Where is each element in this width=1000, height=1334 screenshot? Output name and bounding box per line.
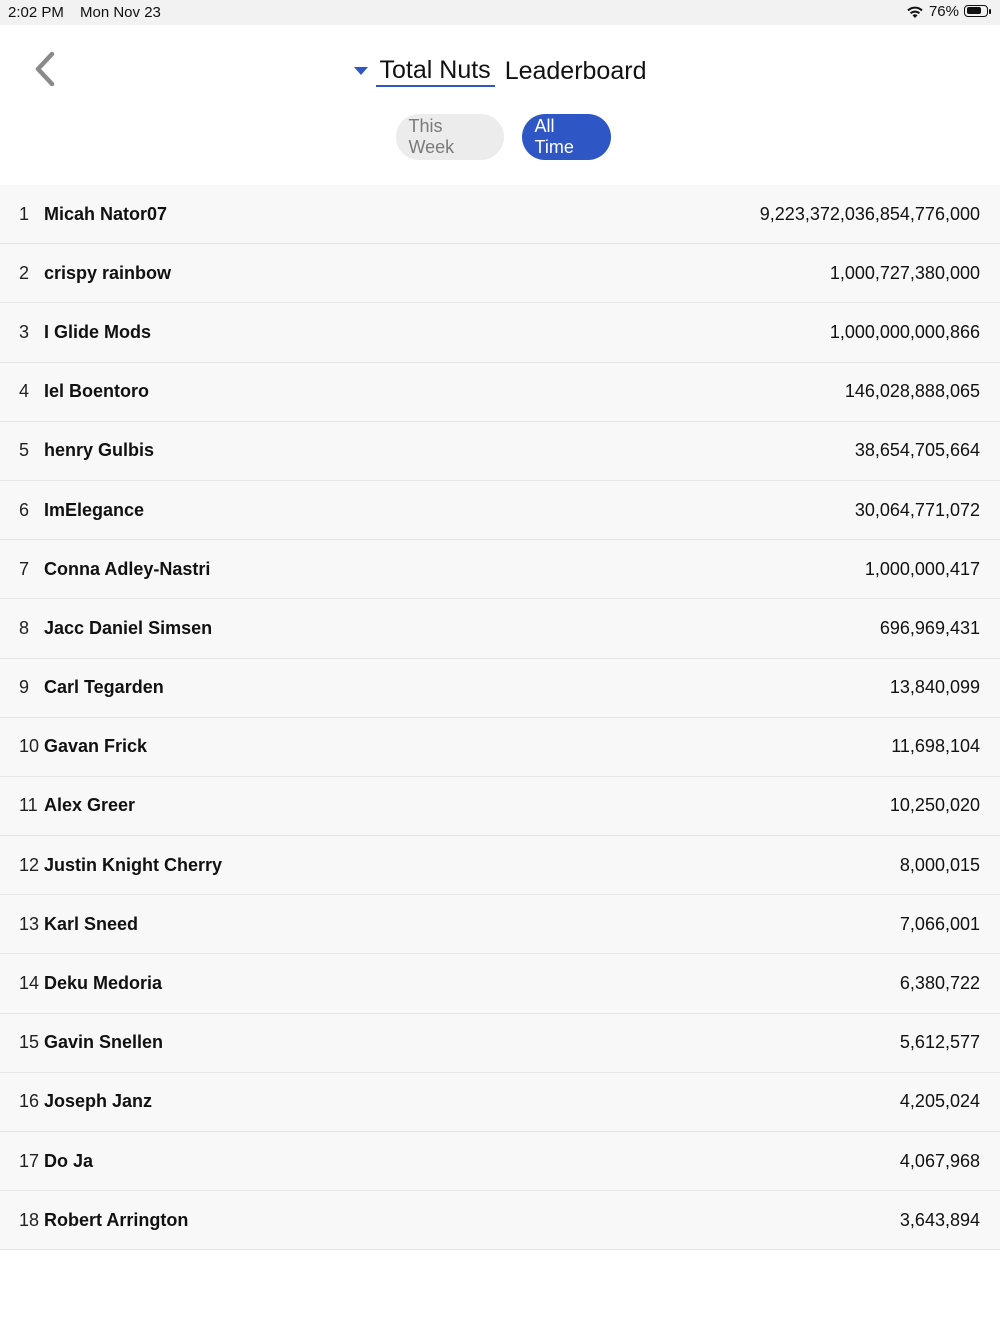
row-score: 8,000,015 [899,854,980,875]
row-score: 7,066,001 [899,913,980,934]
row-rank: 17 [19,1150,40,1171]
leaderboard-list [0,185,1000,1250]
row-rank: 7 [19,558,30,579]
metric-label: Total Nuts [376,55,495,87]
leaderboard-row[interactable] [0,1132,1000,1191]
time-filter [0,114,1000,160]
row-score: 146,028,888,065 [844,381,980,402]
battery-percent: 76% [928,3,959,20]
row-rank: 15 [19,1032,40,1053]
leaderboard-header [0,25,1000,185]
row-rank: 16 [19,1091,40,1112]
row-rank: 6 [19,499,30,520]
leaderboard-row[interactable] [0,540,1000,599]
status-date: Mon Nov 23 [80,4,161,21]
leaderboard-row[interactable] [0,422,1000,481]
row-rank: 12 [19,854,40,875]
wifi-icon [906,5,924,19]
row-rank: 18 [19,1209,40,1230]
row-player-name: Deku Medoria [44,973,163,994]
row-player-name: Alex Greer [44,795,136,816]
leaderboard-row[interactable] [0,1191,1000,1250]
row-rank: 8 [19,617,30,638]
row-rank: 11 [19,795,38,816]
row-rank: 5 [19,440,30,461]
row-player-name: crispy rainbow [44,262,172,283]
row-player-name: Karl Sneed [44,913,139,934]
row-score: 4,205,024 [899,1091,980,1112]
leaderboard-row[interactable] [0,599,1000,658]
filter-all-time-button[interactable]: All Time [522,114,611,160]
row-player-name: Iel Boentoro [44,381,150,402]
row-player-name: Carl Tegarden [44,677,164,698]
row-score: 5,612,577 [899,1032,980,1053]
row-player-name: Gavin Snellen [44,1032,164,1053]
row-score: 30,064,771,072 [854,499,980,520]
row-player-name: Do Ja [44,1150,94,1171]
leaderboard-row[interactable] [0,895,1000,954]
leaderboard-row[interactable] [0,777,1000,836]
leaderboard-row[interactable] [0,303,1000,362]
leaderboard-row[interactable] [0,836,1000,895]
leaderboard-row[interactable] [0,363,1000,422]
row-player-name: Jacc Daniel Simsen [44,617,213,638]
row-score: 4,067,968 [899,1150,980,1171]
metric-dropdown[interactable] [354,55,495,87]
row-player-name: Conna Adley-Nastri [44,558,211,579]
leaderboard-row[interactable] [0,1073,1000,1132]
row-score: 1,000,000,417 [864,558,980,579]
leaderboard-row[interactable] [0,954,1000,1013]
row-rank: 4 [19,381,30,402]
status-bar [0,0,1000,25]
row-player-name: henry Gulbis [44,440,155,461]
row-player-name: Joseph Janz [44,1091,153,1112]
row-score: 6,380,722 [899,973,980,994]
row-player-name: Robert Arrington [44,1209,189,1230]
leaderboard-row[interactable] [0,718,1000,777]
row-rank: 3 [19,321,30,342]
leaderboard-row[interactable] [0,244,1000,303]
status-indicators [906,3,992,20]
row-score: 1,000,727,380,000 [829,262,980,283]
row-rank: 9 [19,677,30,698]
leaderboard-row[interactable] [0,1014,1000,1073]
battery-icon [964,5,992,19]
caret-down-icon [354,66,368,76]
row-rank: 14 [19,973,40,994]
row-score: 11,698,104 [891,736,980,757]
row-player-name: ImElegance [44,499,145,520]
row-score: 38,654,705,664 [854,440,980,461]
leaderboard-row[interactable] [0,185,1000,244]
row-rank: 13 [19,913,40,934]
status-time: 2:02 PM [8,4,64,21]
row-player-name: Justin Knight Cherry [44,854,223,875]
leaderboard-row[interactable] [0,481,1000,540]
row-score: 9,223,372,036,854,776,000 [759,203,980,224]
row-score: 696,969,431 [879,617,980,638]
title-suffix: Leaderboard [504,57,647,85]
row-score: 3,643,894 [899,1209,980,1230]
page-title [0,55,1000,87]
row-rank: 2 [19,262,30,283]
row-player-name: Micah Nator07 [44,203,168,224]
row-player-name: Gavan Frick [44,736,148,757]
row-score: 10,250,020 [889,795,980,816]
row-rank: 10 [19,736,40,757]
row-rank: 1 [19,203,30,224]
filter-this-week-button[interactable]: This Week [396,114,504,160]
row-score: 1,000,000,000,866 [829,321,980,342]
leaderboard-row[interactable] [0,659,1000,718]
row-player-name: I Glide Mods [44,321,152,342]
row-score: 13,840,099 [889,677,980,698]
